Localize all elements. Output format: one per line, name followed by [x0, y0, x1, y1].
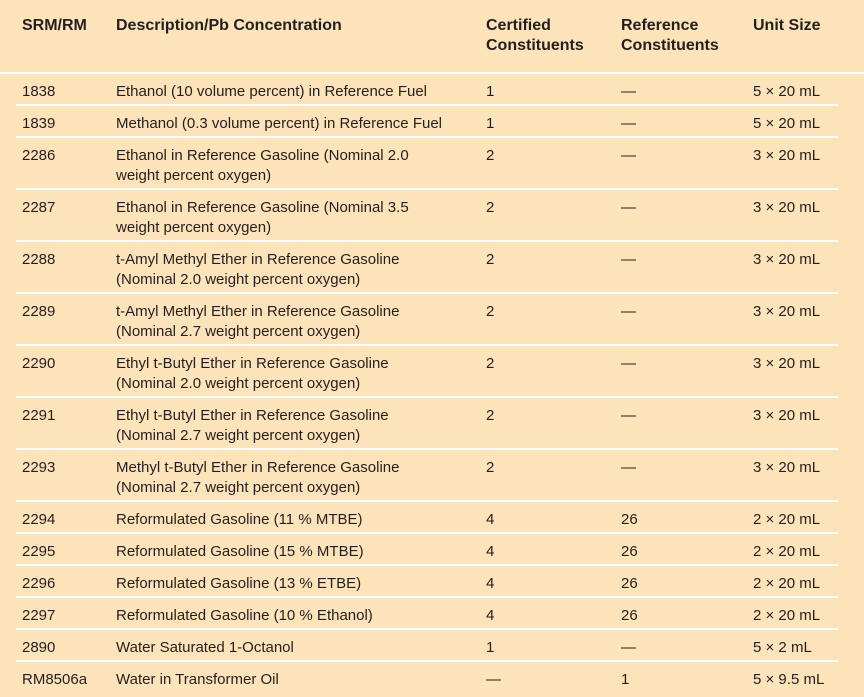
table-row — [16, 190, 838, 242]
header-reference: Reference Constituents — [621, 17, 719, 54]
cell-reference: — — [621, 115, 636, 132]
table-row — [16, 398, 838, 450]
cell-reference: — — [621, 147, 636, 164]
cell-unit-size: 3 × 20 mL — [753, 303, 821, 320]
cell-reference: 26 — [621, 607, 638, 624]
cell-certified: 2 — [486, 251, 495, 268]
table-row — [16, 138, 838, 190]
cell-description: Ethyl t-Butyl Ether in Reference Gasoline (Nominal 2.7 weight percent oxygen) — [116, 407, 389, 444]
cell-unit-size: 3 × 20 mL — [753, 147, 821, 164]
cell-description: t-Amyl Methyl Ether in Reference Gasoline (Nominal 2.7 weight percent oxygen) — [116, 303, 400, 340]
cell-certified: 4 — [486, 575, 495, 592]
cell-unit-size: 3 × 20 mL — [753, 407, 821, 424]
cell-srm: 1839 — [22, 115, 56, 132]
cell-srm: 2289 — [22, 303, 56, 320]
cell-reference: 26 — [621, 543, 638, 560]
cell-description: Reformulated Gasoline (10 % Ethanol) — [116, 607, 373, 624]
cell-unit-size: 3 × 20 mL — [753, 355, 821, 372]
cell-certified: 2 — [486, 147, 495, 164]
cell-unit-size: 5 × 9.5 mL — [753, 671, 825, 688]
table-row — [16, 106, 838, 138]
cell-srm: 1838 — [22, 83, 56, 100]
cell-description: Water Saturated 1-Octanol — [116, 639, 294, 656]
cell-reference: — — [621, 251, 636, 268]
cell-description: Reformulated Gasoline (13 % ETBE) — [116, 575, 362, 592]
cell-certified: 1 — [486, 639, 495, 656]
cell-srm: 2293 — [22, 459, 56, 476]
cell-description: Water in Transformer Oil — [116, 671, 279, 688]
header-certified: Certified Constituents — [486, 17, 584, 54]
cell-unit-size: 2 × 20 mL — [753, 575, 821, 592]
cell-srm: 2287 — [22, 199, 56, 216]
cell-certified: 4 — [486, 543, 495, 560]
cell-srm: 2890 — [22, 639, 56, 656]
table-row — [16, 598, 838, 630]
cell-unit-size: 5 × 2 mL — [753, 639, 812, 656]
cell-description: Reformulated Gasoline (15 % MTBE) — [116, 543, 364, 560]
header-srm: SRM/RM — [22, 17, 87, 34]
table-row — [16, 294, 838, 346]
table-row — [16, 450, 838, 502]
cell-unit-size: 2 × 20 mL — [753, 607, 821, 624]
table-row — [16, 346, 838, 398]
cell-description: Reformulated Gasoline (11 % MTBE) — [116, 511, 363, 528]
cell-description: Ethanol (10 volume percent) in Reference Fuel — [116, 83, 428, 100]
header-unit-size: Unit Size — [753, 17, 821, 34]
cell-reference: — — [621, 355, 636, 372]
cell-srm: 2291 — [22, 407, 56, 424]
cell-srm: 2295 — [22, 543, 56, 560]
cell-certified: 1 — [486, 115, 495, 132]
cell-unit-size: 3 × 20 mL — [753, 199, 821, 216]
cell-srm: 2286 — [22, 147, 56, 164]
cell-description: t-Amyl Methyl Ether in Reference Gasoline (Nominal 2.0 weight percent oxygen) — [116, 251, 400, 288]
cell-srm: 2290 — [22, 355, 56, 372]
cell-certified: — — [486, 671, 501, 688]
cell-reference: — — [621, 639, 636, 656]
cell-description: Ethanol in Reference Gasoline (Nominal 2.0 weight percent oxygen) — [116, 147, 409, 184]
cell-description: Ethanol in Reference Gasoline (Nominal 3.5 weight percent oxygen) — [116, 199, 409, 236]
cell-reference: 26 — [621, 575, 638, 592]
cell-certified: 2 — [486, 199, 495, 216]
cell-unit-size: 3 × 20 mL — [753, 459, 821, 476]
cell-reference: 26 — [621, 511, 638, 528]
cell-reference: 1 — [621, 671, 630, 688]
cell-srm: 2288 — [22, 251, 56, 268]
table-row — [16, 74, 838, 106]
cell-certified: 4 — [486, 511, 495, 528]
table-row — [16, 566, 838, 598]
cell-description: Ethyl t-Butyl Ether in Reference Gasoline (Nominal 2.0 weight percent oxygen) — [116, 355, 389, 392]
table-row — [16, 630, 838, 662]
cell-reference: — — [621, 459, 636, 476]
cell-description: Methanol (0.3 volume percent) in Reference Fuel — [116, 115, 443, 132]
header-description: Description/Pb Concentration — [116, 17, 342, 34]
cell-unit-size: 2 × 20 mL — [753, 543, 821, 560]
cell-description: Methyl t-Butyl Ether in Reference Gasoline (Nominal 2.7 weight percent oxygen) — [116, 459, 400, 496]
cell-srm: 2296 — [22, 575, 56, 592]
cell-unit-size: 3 × 20 mL — [753, 251, 821, 268]
cell-unit-size: 5 × 20 mL — [753, 83, 821, 100]
table-header — [0, 0, 864, 74]
table-row — [16, 502, 838, 534]
cell-certified: 1 — [486, 83, 495, 100]
cell-reference: — — [621, 303, 636, 320]
table-row — [16, 534, 838, 566]
cell-certified: 2 — [486, 459, 495, 476]
cell-srm: 2294 — [22, 511, 56, 528]
cell-reference: — — [621, 199, 636, 216]
cell-unit-size: 2 × 20 mL — [753, 511, 821, 528]
cell-unit-size: 5 × 20 mL — [753, 115, 821, 132]
table-row — [16, 662, 838, 692]
cell-certified: 2 — [486, 407, 495, 424]
cell-srm: RM8506a — [22, 671, 88, 688]
cell-reference: — — [621, 407, 636, 424]
cell-certified: 2 — [486, 303, 495, 320]
cell-certified: 4 — [486, 607, 495, 624]
cell-reference: — — [621, 83, 636, 100]
cell-certified: 2 — [486, 355, 495, 372]
table-row — [16, 242, 838, 294]
cell-srm: 2297 — [22, 607, 56, 624]
